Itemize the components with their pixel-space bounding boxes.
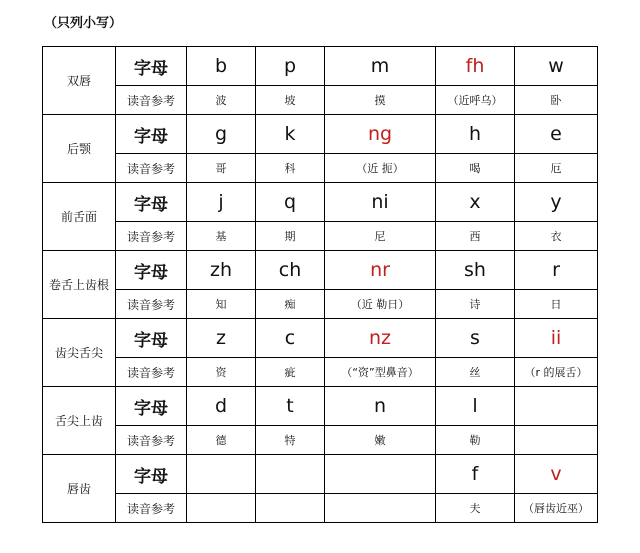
- reading-cell: 丝: [436, 358, 515, 387]
- letter-cell: w: [515, 47, 598, 86]
- letter-cell: ng: [325, 115, 436, 154]
- letter-cell: sh: [436, 251, 515, 290]
- letter-cell: f: [436, 455, 515, 494]
- letter-cell: [187, 455, 256, 494]
- reading-cell: 哥: [187, 154, 256, 183]
- reading-header: 读音参考: [116, 222, 187, 251]
- letter-row: [43, 183, 598, 222]
- letter-cell: m: [325, 47, 436, 86]
- reading-cell: 衣: [515, 222, 598, 251]
- letter-cell: n: [325, 387, 436, 426]
- letter-header: 字母: [116, 115, 187, 154]
- letter-cell: [515, 387, 598, 426]
- articulation-place: 卷舌上齿根: [43, 251, 116, 319]
- reading-cell: 波: [187, 86, 256, 115]
- reading-row: [43, 290, 598, 319]
- letter-cell: nz: [325, 319, 436, 358]
- reading-cell: 科: [256, 154, 325, 183]
- letter-cell: y: [515, 183, 598, 222]
- letter-cell: zh: [187, 251, 256, 290]
- reading-row: [43, 494, 598, 523]
- letter-cell: j: [187, 183, 256, 222]
- reading-header: 读音参考: [116, 358, 187, 387]
- reading-cell: （r 的展舌）: [515, 358, 598, 387]
- reading-cell: （近 勒日）: [325, 290, 436, 319]
- reading-cell: 疵: [256, 358, 325, 387]
- reading-cell: 基: [187, 222, 256, 251]
- letter-cell: d: [187, 387, 256, 426]
- letter-row: [43, 115, 598, 154]
- articulation-place: 后颚: [43, 115, 116, 183]
- reading-cell: 诗: [436, 290, 515, 319]
- reading-cell: （“资”型鼻音）: [325, 358, 436, 387]
- table-note: （只列小写）: [44, 16, 123, 31]
- letter-cell: p: [256, 47, 325, 86]
- letter-cell: k: [256, 115, 325, 154]
- reading-cell: 特: [256, 426, 325, 455]
- letter-cell: ii: [515, 319, 598, 358]
- letter-cell: e: [515, 115, 598, 154]
- reading-cell: 摸: [325, 86, 436, 115]
- letter-cell: ni: [325, 183, 436, 222]
- reading-cell: 喝: [436, 154, 515, 183]
- reading-cell: [515, 426, 598, 455]
- reading-cell: 坡: [256, 86, 325, 115]
- reading-cell: 知: [187, 290, 256, 319]
- reading-row: [43, 154, 598, 183]
- articulation-place: 前舌面: [43, 183, 116, 251]
- reading-cell: 痴: [256, 290, 325, 319]
- letter-cell: z: [187, 319, 256, 358]
- pinyin-table: [42, 46, 598, 523]
- articulation-place: 双唇: [43, 47, 116, 115]
- reading-header: 读音参考: [116, 154, 187, 183]
- letter-cell: [256, 455, 325, 494]
- letter-cell: q: [256, 183, 325, 222]
- letter-row: [43, 455, 598, 494]
- letter-header: 字母: [116, 251, 187, 290]
- reading-cell: 嫩: [325, 426, 436, 455]
- letter-cell: [325, 455, 436, 494]
- reading-cell: 资: [187, 358, 256, 387]
- letter-cell: h: [436, 115, 515, 154]
- letter-row: [43, 251, 598, 290]
- letter-row: [43, 387, 598, 426]
- letter-cell: ch: [256, 251, 325, 290]
- letter-header: 字母: [116, 183, 187, 222]
- letter-cell: nr: [325, 251, 436, 290]
- reading-cell: 夫: [436, 494, 515, 523]
- letter-cell: r: [515, 251, 598, 290]
- articulation-place: 齿尖舌尖: [43, 319, 116, 387]
- reading-header: 读音参考: [116, 86, 187, 115]
- reading-row: [43, 86, 598, 115]
- reading-header: 读音参考: [116, 290, 187, 319]
- reading-cell: 厄: [515, 154, 598, 183]
- articulation-place: 舌尖上齿: [43, 387, 116, 455]
- reading-cell: 德: [187, 426, 256, 455]
- reading-header: 读音参考: [116, 494, 187, 523]
- reading-cell: [187, 494, 256, 523]
- reading-cell: 日: [515, 290, 598, 319]
- letter-header: 字母: [116, 47, 187, 86]
- letter-header: 字母: [116, 319, 187, 358]
- reading-cell: 尼: [325, 222, 436, 251]
- reading-row: [43, 222, 598, 251]
- letter-cell: l: [436, 387, 515, 426]
- reading-cell: 卧: [515, 86, 598, 115]
- reading-row: [43, 426, 598, 455]
- reading-cell: （唇齿近巫）: [515, 494, 598, 523]
- table-body: [43, 47, 598, 523]
- letter-header: 字母: [116, 387, 187, 426]
- reading-header: 读音参考: [116, 426, 187, 455]
- letter-row: [43, 47, 598, 86]
- reading-cell: （近 扼）: [325, 154, 436, 183]
- reading-cell: 期: [256, 222, 325, 251]
- letter-cell: b: [187, 47, 256, 86]
- articulation-place: 唇齿: [43, 455, 116, 523]
- letter-header: 字母: [116, 455, 187, 494]
- letter-cell: fh: [436, 47, 515, 86]
- reading-cell: [256, 494, 325, 523]
- reading-cell: [325, 494, 436, 523]
- letter-cell: v: [515, 455, 598, 494]
- letter-cell: s: [436, 319, 515, 358]
- reading-cell: 西: [436, 222, 515, 251]
- reading-row: [43, 358, 598, 387]
- letter-cell: c: [256, 319, 325, 358]
- reading-cell: （近呼乌）: [436, 86, 515, 115]
- letter-cell: t: [256, 387, 325, 426]
- letter-cell: g: [187, 115, 256, 154]
- letter-row: [43, 319, 598, 358]
- letter-cell: x: [436, 183, 515, 222]
- reading-cell: 勒: [436, 426, 515, 455]
